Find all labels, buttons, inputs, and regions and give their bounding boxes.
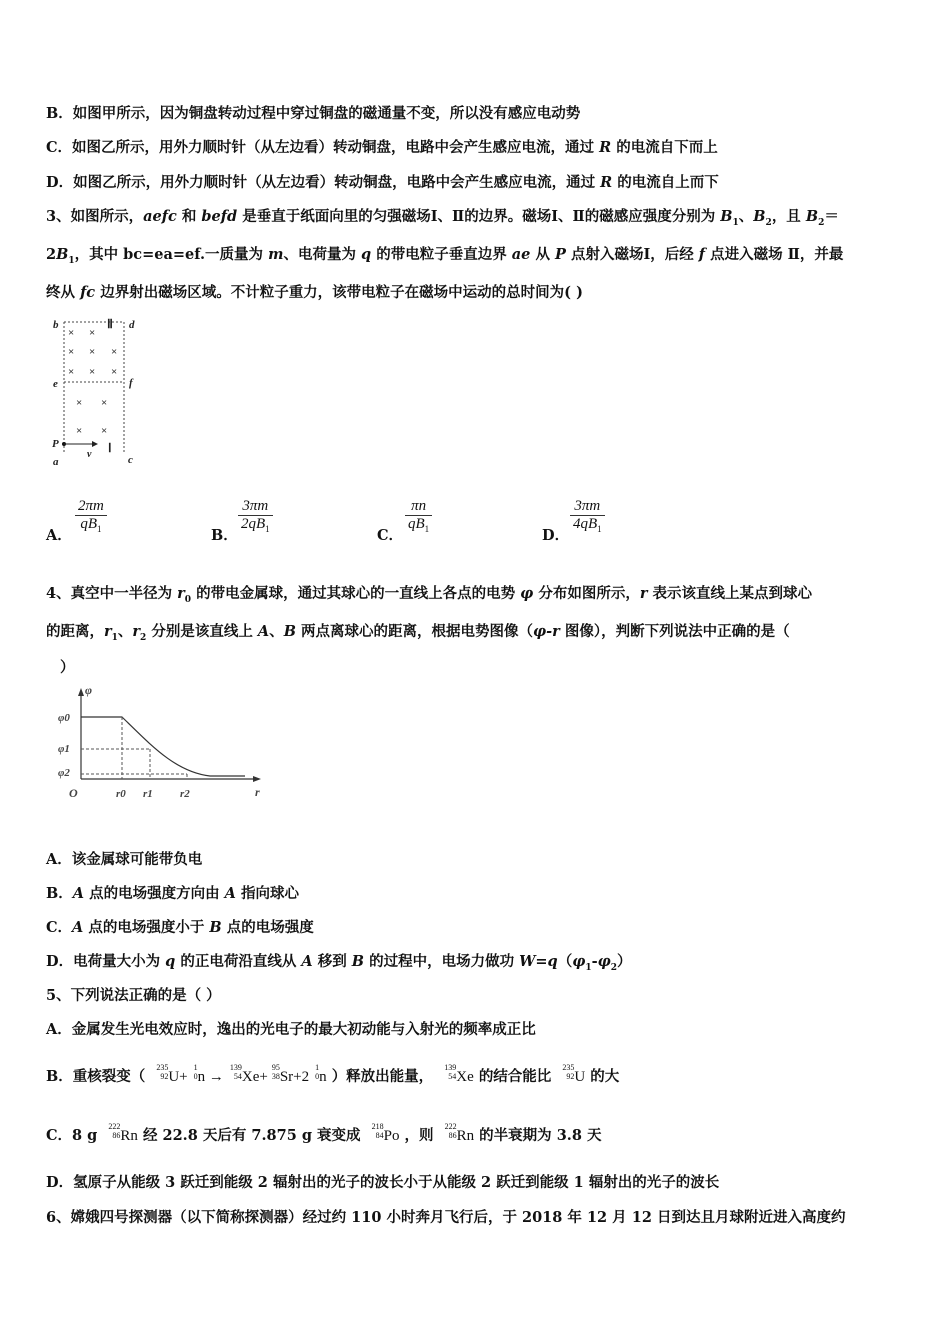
r1-label: r1	[143, 788, 153, 800]
origin-label: O	[69, 786, 78, 800]
q4-option-b[interactable]: B．A 点的电场强度方向由 A 指向球心	[46, 885, 299, 902]
label-P: P	[52, 438, 59, 450]
q3-option-a-fraction: $\frac{2\pi m}{qB_1}$	[75, 498, 107, 534]
label-a: a	[53, 456, 59, 468]
phi0-label: φ0	[58, 712, 70, 724]
q4-option-d[interactable]: D．电荷量大小为 q 的正电荷沿直线从 A 移到 B 的过程中，电场力做功 $W=q(\varphi_1-\varphi_2)$	[46, 953, 632, 973]
q5-option-b[interactable]: B．重核裂变（ 235 92U+1 0n →139 54Xe+95 38Sr+21 0n ）释放出能量， 139 54Xe 的结合能比 235 92U 的大	[46, 1063, 620, 1085]
q5-option-d[interactable]: D．氢原子从能级 3 跃迁到能级 2 辐射出的光子的波长小于从能级 2 跃迁到能级 1 辐射出的光子的波长	[46, 1174, 720, 1191]
svg-text:×: ×	[89, 346, 96, 358]
y-axis-label: φ	[85, 684, 93, 697]
q4-option-a[interactable]: A．该金属球可能带负电	[46, 851, 203, 868]
q3-option-b-fraction: $\frac{3\pi m}{2qB_1}$	[238, 498, 273, 534]
label-v: v	[87, 449, 92, 460]
q3-option-c-fraction: $\frac{\pi n}{qB_1}$	[405, 498, 432, 534]
fission-equation: 235 92U+1 0n →139 54Xe+95 38Sr+21 0n	[156, 1063, 327, 1085]
r0-label: r0	[116, 788, 126, 800]
q2-option-c: C．如图乙所示，用外力顺时针（从左边看）转动铜盘，电路中会产生感应电流，通过 R 的电流自下而上	[46, 139, 718, 156]
q5-option-a[interactable]: A．金属发生光电效应时，逸出的光电子的最大初动能与入射光的频率成正比	[46, 1021, 536, 1038]
svg-text:×: ×	[68, 366, 75, 378]
label-d: d	[129, 319, 135, 331]
q5-stem: 5、下列说法正确的是（ ）	[46, 987, 221, 1004]
label-e: e	[53, 378, 58, 390]
r2-label: r2	[180, 788, 190, 800]
svg-text:×: ×	[101, 397, 108, 409]
svg-text:×: ×	[68, 346, 75, 358]
q3-stem-line3: 终从 fc 边界射出磁场区域。不计粒子重力，该带电粒子在磁场中运动的总时间为( )	[46, 284, 583, 301]
phi2-label: φ2	[58, 767, 70, 779]
svg-text:×: ×	[111, 346, 118, 358]
phi1-label: φ1	[58, 743, 70, 755]
svg-text:×: ×	[68, 327, 75, 339]
svg-text:×: ×	[89, 327, 96, 339]
q2-option-b: B．如图甲所示，因为铜盘转动过程中穿过铜盘的磁通量不变，所以没有感应电动势	[46, 105, 581, 122]
q4-stem-line1: 4、真空中一半径为 $r_0$ 的带电金属球，通过其球心的一直线上各点的电势 φ 分布如图所示，r 表示该直线上某点到球心	[46, 585, 813, 605]
q4-potential-graph	[55, 684, 270, 804]
q6-stem: 6、嫦娥四号探测器（以下简称探测器）经过约 110 小时奔月飞行后，于 2018 年 12 月 12 日到达且月球附近进入高度约	[46, 1209, 846, 1226]
q3-stem-line2: $2B_1$，其中 bc=ea=ef.一质量为 m、电荷量为 q 的带电粒子垂直边界 ae 从 P 点射入磁场Ⅰ，后经 f 点进入磁场 Ⅱ，并最	[46, 246, 844, 266]
label-c: c	[128, 454, 133, 466]
zone-1-label: Ⅰ	[108, 441, 112, 455]
q4-stem-line3: ）	[60, 659, 75, 676]
q5-option-c[interactable]: C．8 g 222 86Rn 经 22.8 天后有 7.875 g 衰变成 218 84Po ，则 222 86Rn 的半衰期为 3.8 天	[46, 1122, 602, 1144]
q4-option-c[interactable]: C．A 点的电场强度小于 B 点的电场强度	[46, 919, 314, 936]
svg-text:×: ×	[76, 425, 83, 437]
q3-option-b-label[interactable]: B．	[211, 527, 238, 544]
svg-text:×: ×	[101, 425, 108, 437]
svg-text:×: ×	[89, 366, 96, 378]
q4-stem-line2: 的距离，$r_1$、$r_2$ 分别是该直线上 A、B 两点离球心的距离，根据电势图像（φ-r 图像），判断下列说法中正确的是（	[46, 623, 790, 643]
q3-option-a-label[interactable]: A．	[46, 527, 72, 544]
q3-option-d-label[interactable]: D．	[542, 527, 570, 544]
q3-option-d-fraction: $\frac{3\pi m}{4qB_1}$	[570, 498, 605, 534]
q3-option-c-label[interactable]: C．	[377, 527, 404, 544]
zone-2-label: Ⅱ	[107, 317, 113, 331]
label-b: b	[53, 319, 59, 331]
svg-text:×: ×	[111, 366, 118, 378]
q2-option-d: D．如图乙所示，用外力顺时针（从左边看）转动铜盘，电路中会产生感应电流，通过 R 的电流自上而下	[46, 174, 719, 191]
x-axis-label: r	[255, 785, 260, 799]
label-f: f	[129, 377, 133, 389]
svg-text:×: ×	[76, 397, 83, 409]
q3-stem-line1: 3、如图所示，aefc 和 befd 是垂直于纸面向里的匀强磁场Ⅰ、Ⅱ的边界。磁场Ⅰ、Ⅱ的磁感应强度分别为 $B_1$、$B_2$，且 $B_2=$	[46, 208, 839, 228]
q3-magnetic-field-figure	[44, 314, 144, 472]
